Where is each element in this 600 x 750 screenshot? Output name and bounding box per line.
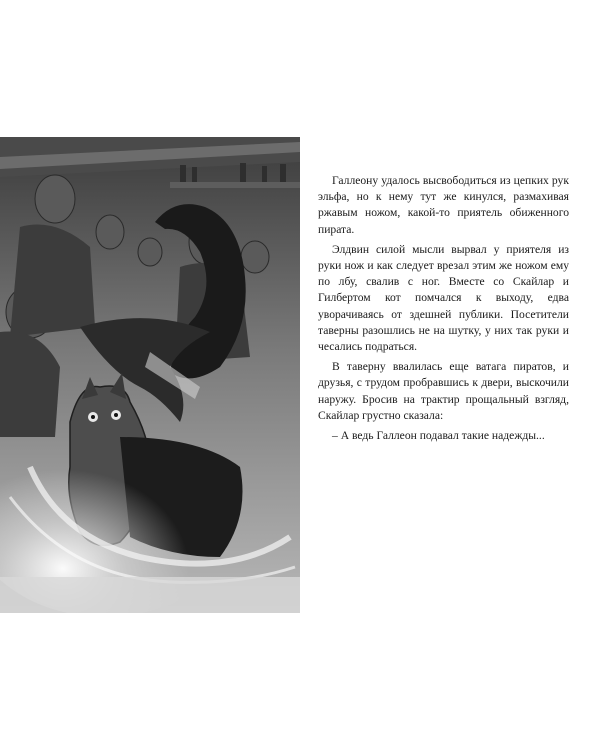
paragraph: – А ведь Галлеон подавал такие надежды... — [332, 429, 545, 443]
paragraph: Галлеону удалось высвободиться из цепких рук эльфа, но к нему тут же кинулся, размахивая ржавым ножом, какой-то приятель обиженного пирата. — [318, 174, 569, 236]
paragraph: Элдвин силой мысли вырвал у приятеля из руки нож и как следует врезал этим же ножом ему по лбу, свалив с ног. Вместе со Скайлар и Гилбертом кот помчался к выходу, едва уворачиваясь от здешней публики. Посетители таверны разошлись не на шутку, у них так руки и чесались подраться. — [318, 242, 569, 354]
tavern-fight-illustration — [0, 137, 300, 613]
paragraph: В таверну ввалилась еще ватага пиратов, и друзья, с трудом пробравшись к двери, выскочили наружу. Бросив на трактир прощальный взгляд, Скайлар грустно сказала: — [318, 360, 569, 422]
body-text — [318, 173, 569, 444]
